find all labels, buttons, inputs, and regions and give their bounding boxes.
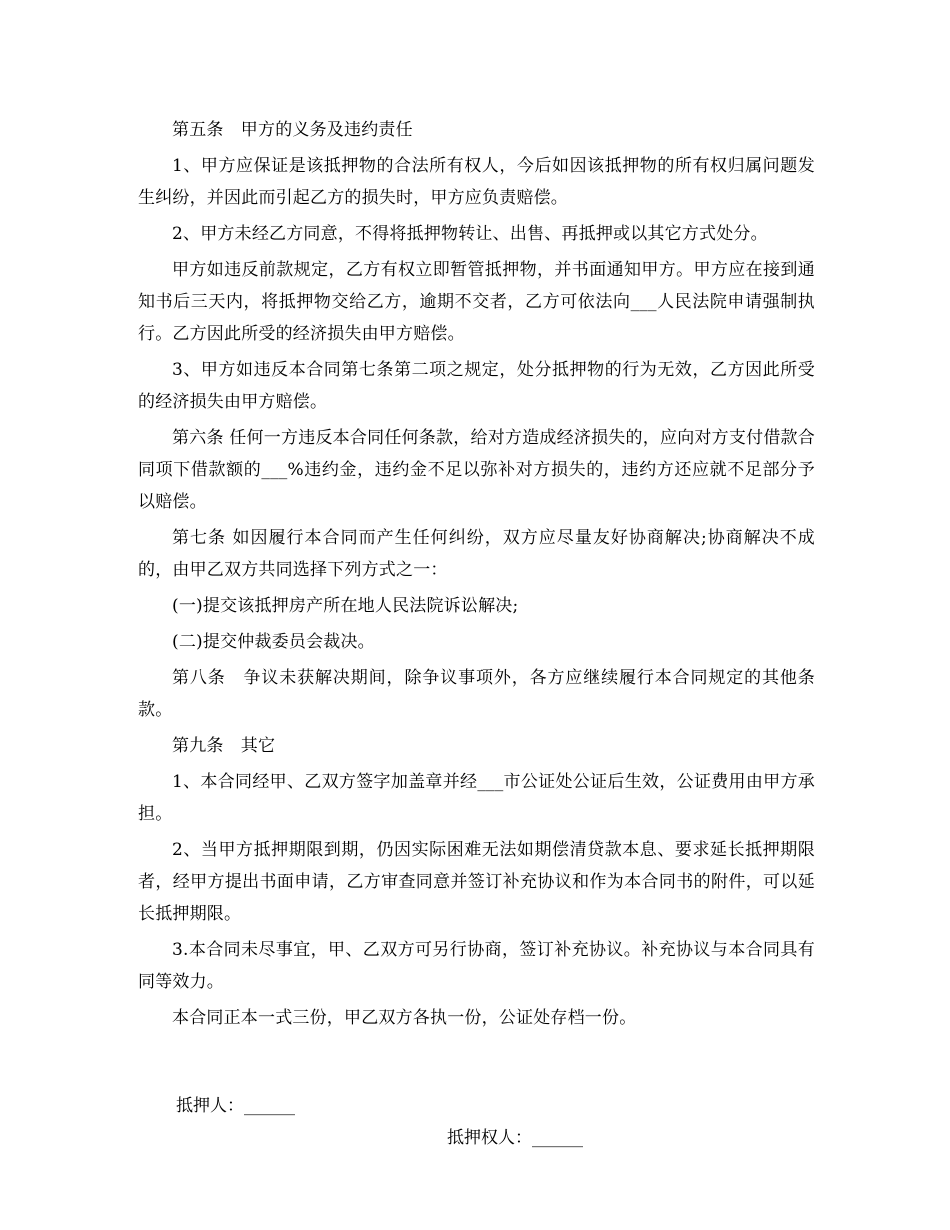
article-9-clause-3: 3.本合同未尽事宜，甲、乙双方可另行协商，签订补充协议。补充协议与本合同具有同等效力。 (138, 940, 815, 992)
article-7: 第七条 如因履行本合同而产生任何纠纷，双方应尽量友好协商解决;协商解决不成的，由甲乙双方共同选择下列方式之一： (138, 528, 815, 580)
article-9-clause-2: 2、当甲方抵押期限到期，仍因实际困难无法如期偿清贷款本息、要求延长抵押期限者，经甲方提出书面申请，乙方审查同意并签订补充协议和作为本合同书的附件，可以延长抵押期限。 (138, 840, 815, 924)
article-5-clause-2-remedy: 甲方如违反前款规定，乙方有权立即暂管抵押物，并书面通知甲方。甲方应在接到通知书后三天内，将抵押物交给乙方，逾期不交者，乙方可依法向___人民法院申请强制执行。乙方因此所受的经济损失由甲方赔偿。 (138, 260, 815, 344)
signature-row (176, 1058, 583, 1154)
article-5-clause-1: 1、甲方应保证是该抵押物的合法所有权人，今后如因该抵押物的所有权归属问题发生纠纷，并因此而引起乙方的损失时，甲方应负责赔偿。 (138, 156, 815, 208)
article-5-heading: 第五条 甲方的义务及违约责任 (172, 120, 413, 140)
article-6: 第六条 任何一方违反本合同任何条款，给对方造成经济损失的，应向对方支付借款合同项下借款额的___%违约金，违约金不足以弥补对方损失的，违约方还应就不足部分予以赔偿。 (138, 428, 815, 512)
article-5-clause-2: 2、甲方未经乙方同意，不得将抵押物转让、出售、再抵押或以其它方式处分。 (172, 224, 768, 244)
article-8: 第八条 争议未获解决期间，除争议事项外，各方应继续履行本合同规定的其他条款。 (138, 668, 815, 720)
article-5-clause-3: 3、甲方如违反本合同第七条第二项之规定，处分抵押物的行为无效，乙方因此所受的经济损失由甲方赔偿。 (138, 360, 815, 412)
contract-body (138, 114, 815, 1038)
copies-clause: 本合同正本一式三份，甲乙双方各执一份，公证处存档一份。 (172, 1008, 637, 1028)
article-7-option-1: (一)提交该抵押房产所在地人民法院诉讼解决; (172, 596, 519, 616)
article-7-option-2: (二)提交仲裁委员会裁决。 (172, 632, 375, 652)
mortgagee-signature-line: 抵押权人：______ (447, 1128, 583, 1148)
mortgagor-signature-line: 抵押人：______ (176, 1096, 295, 1116)
article-9-clause-1: 1、本合同经甲、乙双方签字加盖章并经___市公证处公证后生效，公证费用由甲方承担。 (138, 772, 815, 824)
article-9-heading: 第九条 其它 (172, 736, 276, 756)
